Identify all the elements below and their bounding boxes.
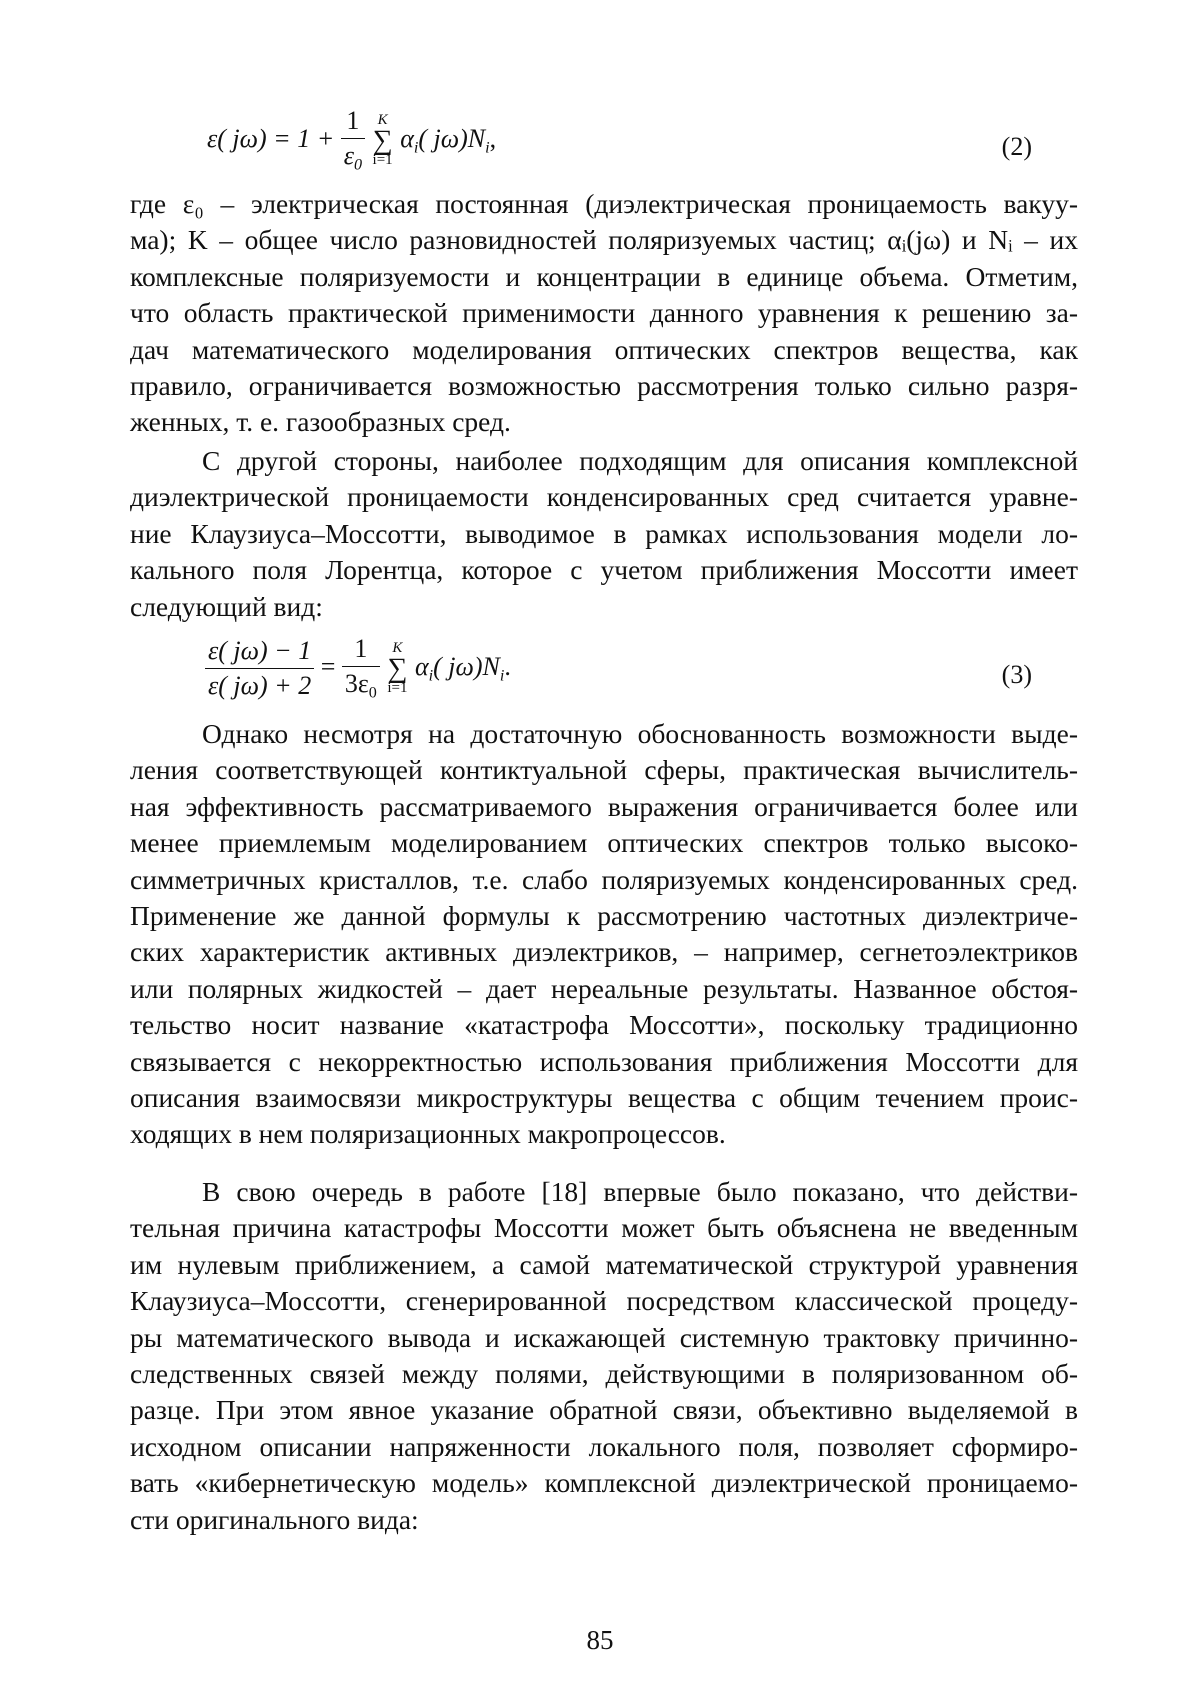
text-line: исходном описании напряженности локального поля, позволяет сформиро-	[130, 1430, 1078, 1462]
paragraph-4	[130, 1174, 1078, 1538]
paragraph-1	[130, 186, 1078, 441]
paragraph-3	[130, 716, 1078, 1153]
text-line: сти оригинального вида:	[130, 1503, 419, 1535]
text-line: связывается с некорректностью использования приближения Моссотти для	[130, 1045, 1078, 1077]
text-line: ских характеристик активных диэлектриков, – например, сегнетоэлектриков	[130, 936, 1078, 968]
text-line: ма); K – общее число разновидностей поляризуемых частиц; αᵢ(jω) и Nᵢ – их	[130, 224, 1078, 256]
text-line: менее приемлемым моделированием оптических спектров только высоко-	[130, 827, 1078, 859]
equation-number-3: (3)	[1001, 660, 1032, 689]
text-line: следующий вид:	[130, 590, 323, 622]
text-line: С другой стороны, наиболее подходящим для описания комплексной	[202, 445, 1078, 476]
formula-3-sum: K ∑ i=1	[387, 640, 408, 697]
text-line: Однако несмотря на достаточную обоснованность возможности выде-	[202, 718, 1078, 749]
text-line: разце. При этом явное указание обратной связи, объективно выделяемой в	[130, 1394, 1078, 1426]
page-number: 85	[586, 1625, 614, 1655]
text-line: правило, ограничивается возможностью рассмотрения только сильно разря-	[130, 370, 1078, 402]
text-line: им нулевым приближением, а самой математической структурой уравнения	[130, 1248, 1078, 1280]
formula-3-term: $\alpha_i$( $j\omega)N_i$	[414, 651, 505, 685]
formula-3-lhs-fraction: $\frac{\varepsilon( j\omega) - 1}{\varepsilon( j\omega) + 2}$	[205, 638, 314, 699]
text-line: Клаузиуса–Моссотти, сгенерированной посредством классической процеду-	[130, 1285, 1078, 1317]
text-line: симметричных кристаллов, т.е. слабо поляризуемых конденсированных сред.	[130, 863, 1078, 895]
text-line: В свою очередь в работе [18] впервые было показано, что действи-	[202, 1176, 1078, 1207]
equation-number-2: (2)	[1001, 132, 1032, 161]
paragraph-2	[130, 443, 1078, 625]
formula-2: ε( jω) = 1 + $\frac{1}{\varepsilon_0}$ K ∑ i=1 $\alpha_i$( $j\omega)N_i$,	[207, 106, 497, 174]
text-line: следственных связей между полями, действующими в поляризованном об-	[130, 1358, 1078, 1390]
formula-3: $\frac{\varepsilon( j\omega) - 1}{\varepsilon( j\omega) + 2}$ = $\frac{1}{3\varepsilon_0}$ K ∑ i=1 $\alpha_i$( $j\omega)N_i$.	[205, 636, 511, 702]
formula-3-fraction: $\frac{1}{3\varepsilon_0}$	[342, 636, 380, 702]
text-line: диэлектрической проницаемости конденсированных сред считается уравне-	[130, 481, 1078, 513]
text-line: ходящих в нем поляризационных макропроцессов.	[130, 1118, 726, 1150]
text-line: где ε₀ – электрическая постоянная (диэлектрическая проницаемость вакуу-	[130, 188, 1078, 219]
text-line: дач математического моделирования оптических спектров вещества, как	[130, 333, 1078, 365]
text-line: Применение же данной формулы к рассмотрению частотных диэлектриче-	[130, 900, 1078, 932]
text-line: тельство носит название «катастрофа Моссотти», поскольку традиционно	[130, 1009, 1078, 1041]
text-line: комплексные поляризуемости и концентрации в единице объема. Отметим,	[130, 260, 1078, 292]
formula-2-lhs: ε( jω) = 1 +	[207, 123, 335, 153]
formula-2-term: $\alpha_i$( $j\omega)N_i$	[400, 123, 490, 157]
text-line: ры математического вывода и искажающей системную трактовку причинно-	[130, 1321, 1078, 1353]
formula-2-fraction: $\frac{1}{\varepsilon_0}$	[341, 108, 365, 174]
text-line: ления соответствующей контиктуальной сферы, практическая вычислитель-	[130, 754, 1078, 786]
text-line: ние Клаузиуса–Моссотти, выводимое в рамках использования модели ло-	[130, 517, 1078, 549]
text-line: кального поля Лорентца, которое с учетом приближения Моссотти имеет	[130, 554, 1078, 586]
text-line: что область практической применимости данного уравнения к решению за-	[130, 297, 1078, 329]
text-line: тельная причина катастрофы Моссотти может быть объяснена не введенным	[130, 1212, 1078, 1244]
text-line: ная эффективность рассматриваемого выражения ограничивается более или	[130, 790, 1078, 822]
text-line: описания взаимосвязи микроструктуры вещества с общим течением проис-	[130, 1082, 1078, 1114]
text-line: или полярных жидкостей – дает нереальные результаты. Названное обстоя-	[130, 972, 1078, 1004]
text-line: женных, т. е. газообразных сред.	[130, 406, 511, 438]
text-line: вать «кибернетическую модель» комплексной диэлектрической проницаемо-	[130, 1467, 1078, 1499]
formula-2-sum: K ∑ i=1	[372, 112, 393, 169]
